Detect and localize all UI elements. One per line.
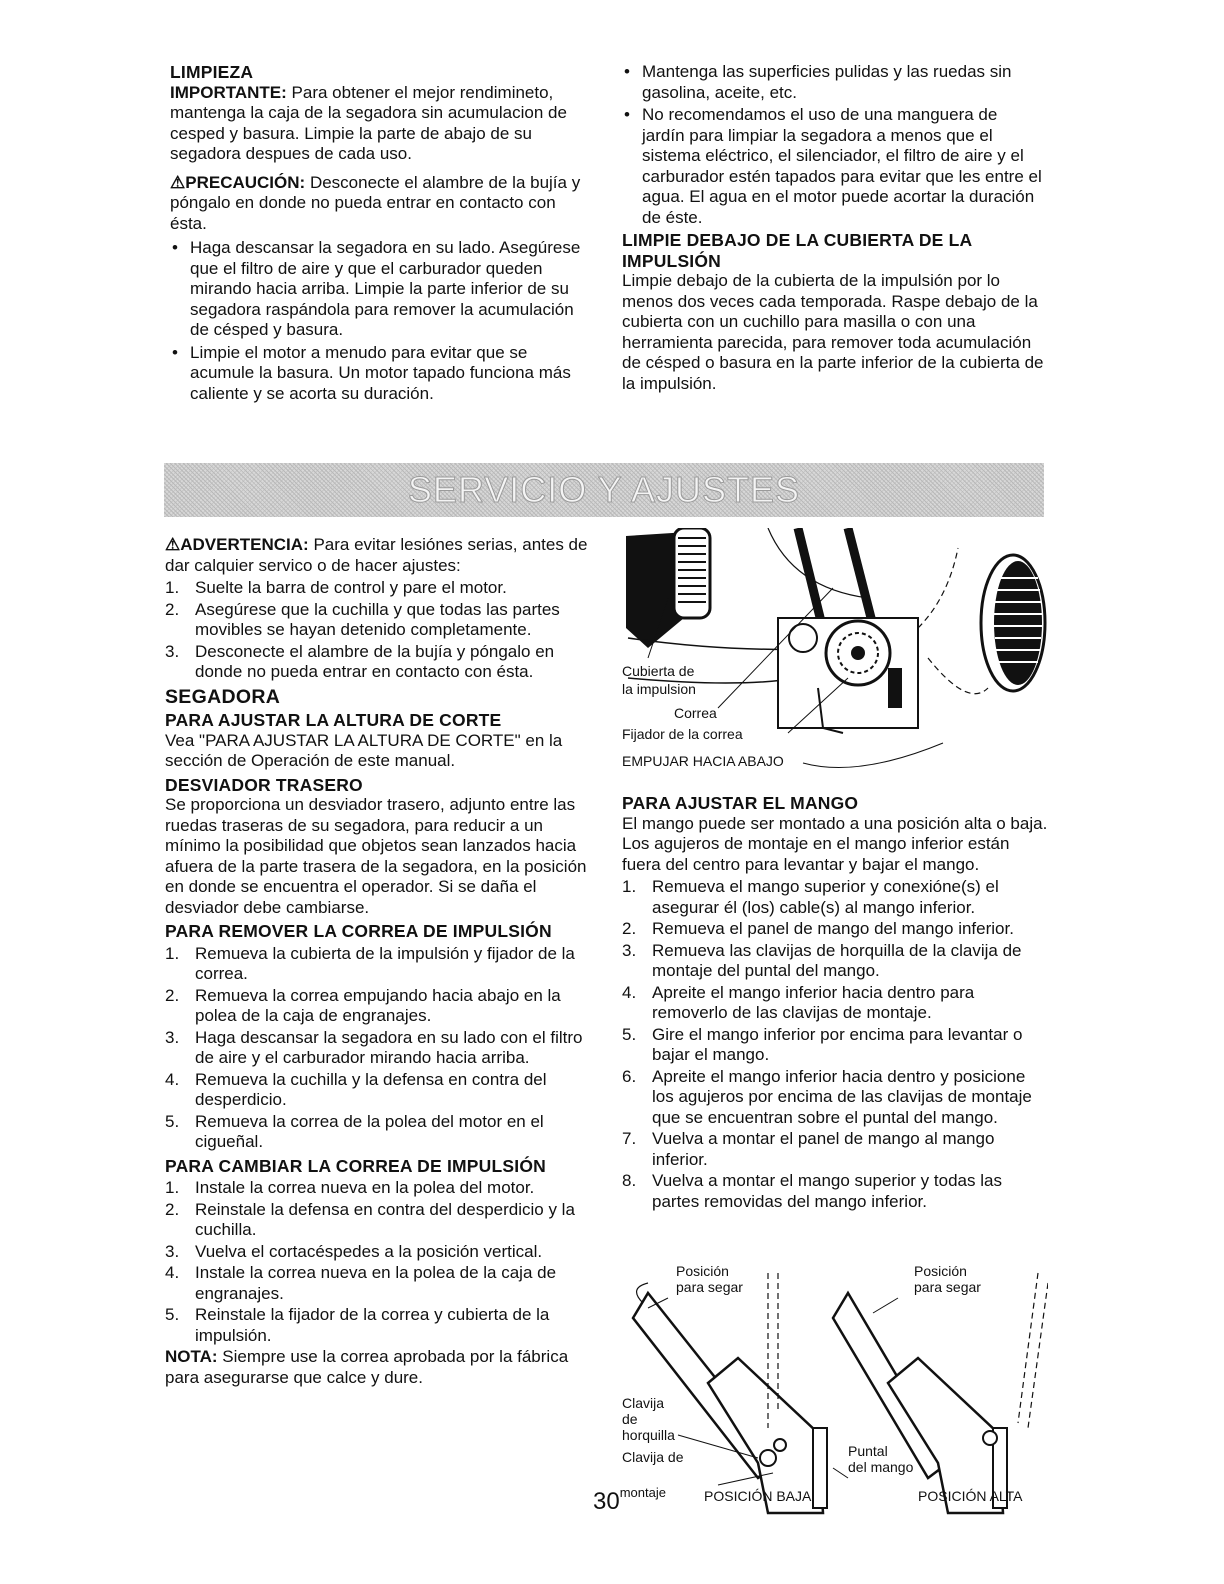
cambiar-correa-title: PARA CAMBIAR LA CORREA DE IMPULSIÓN bbox=[165, 1155, 546, 1176]
page-number bbox=[593, 1485, 666, 1516]
list-item: 5. Remueva la correa de la polea del motor en el cigueñal. bbox=[165, 1111, 544, 1151]
list-item: 5. Reinstale la fijador de la correa y cubierta de la impulsión. bbox=[165, 1305, 550, 1345]
list-item: 3. Haga descansar la segadora en su lado con el filtro de aire y el carburador mirando hacia arriba. bbox=[165, 1027, 583, 1067]
altura-title: PARA AJUSTAR LA ALTURA DE CORTE bbox=[165, 710, 502, 730]
mango-title: PARA AJUSTAR EL MANGO bbox=[622, 793, 859, 813]
list-item: • Limpie el motor a menudo para evitar que se acumule la basura. Un motor tapado funciona más caliente y se acorta su duración. bbox=[190, 343, 588, 405]
label-fijador: Fijador de la correa bbox=[622, 726, 743, 742]
page-number-value: 30 bbox=[593, 1488, 620, 1515]
label-clavija-de: Clavija de bbox=[622, 1449, 684, 1465]
limpie-debajo-text: Limpie debajo de la cubierta de la impulsión por lo menos dos veces cada temporada. Raspe debajo de la cubierta con un cuchillo para masilla o con una herramienta parecida, para remover toda acumulación de césped o basura en la parte inferior de la cubierta de la impulsión. bbox=[622, 271, 1044, 393]
list-item: 1. Remueva el mango superior y conexióne(s) el asegurar él (los) cable(s) al mango inferior. bbox=[622, 877, 999, 917]
label-empujar: EMPUJAR HACIA ABAJO bbox=[622, 753, 784, 769]
list-item: • Haga descansar la segadora en su lado. Asegúrese que el filtro de aire y que el carburador queden mirando hacia arriba. Limpie la parte inferior de su segadora raspándola para remover la acumulación de césped y basura. bbox=[190, 238, 588, 341]
label-posicion-high: Posición bbox=[914, 1263, 967, 1279]
limpieza-section bbox=[170, 62, 588, 406]
list-item: 2. Asegúrese que la cuchilla y que todas las partes movibles se hayan detenido completamente. bbox=[165, 599, 560, 639]
advertencia-steps bbox=[165, 578, 593, 683]
list-item: 5. Gire el mango inferior por encima para levantar o bajar el mango. bbox=[622, 1024, 1023, 1064]
limpieza-title: LIMPIEZA bbox=[170, 62, 254, 82]
precaucion-label: PRECAUCIÓN: bbox=[185, 172, 306, 192]
label-montaje: montaje bbox=[619, 1485, 666, 1500]
servicio-left-column bbox=[165, 535, 593, 1388]
list-item: 1. Suelte la barra de control y pare el motor. bbox=[165, 578, 507, 597]
list-item: 4. Instale la correa nueva en la polea de la caja de engranajes. bbox=[165, 1263, 557, 1303]
warning-triangle-icon: ⚠ bbox=[170, 172, 186, 192]
list-item: 2. Remueva el panel de mango del mango inferior. bbox=[622, 919, 1014, 938]
cambiar-correa-steps bbox=[165, 1178, 593, 1346]
list-item: 2. Reinstale la defensa en contra del desperdicio y la cuchilla. bbox=[165, 1199, 575, 1239]
list-item: 8. Vuelva a montar el mango superior y todas las partes removidas del mango inferior. bbox=[622, 1171, 1002, 1211]
limpieza-continued-section bbox=[622, 62, 1044, 394]
label-puntal: Puntal bbox=[848, 1443, 888, 1459]
desviador-text: Se proporciona un desviador trasero, adjunto entre las ruedas traseras de su segadora, para reducir a un mínimo la posibilidad que objetos sean lanzados hacia afuera de la parte trasera de la segadora, en la posición en donde se encuentra el operador. Si se daña el desviador debe cambiarse. bbox=[165, 795, 587, 917]
list-item: 3. Desconecte el alambre de la bujía y póngalo en donde no pueda entrar en contacto con ésta. bbox=[165, 641, 555, 681]
list-item: 3. Remueva las clavijas de horquilla de la clavija de montaje del puntal del mango. bbox=[622, 940, 1022, 980]
label-para-segar-high: para segar bbox=[914, 1279, 981, 1295]
limpieza-bullets-continued bbox=[622, 62, 1044, 228]
altura-text: Vea "PARA AJUSTAR LA ALTURA DE CORTE" en la sección de Operación de este manual. bbox=[165, 730, 563, 770]
label-posicion-low: Posición bbox=[676, 1263, 729, 1279]
label-impulsion: la impulsion bbox=[622, 681, 696, 697]
advertencia-text: Para evitar lesiónes serias, antes de dar calquier servico o de hacer ajustes: bbox=[165, 535, 588, 575]
nota-paragraph bbox=[165, 1347, 593, 1388]
label-de: de bbox=[622, 1411, 638, 1427]
limpie-debajo-title: LIMPIE DEBAJO DE LA CUBIERTA DE LA IMPULSIÓN bbox=[622, 230, 972, 271]
list-item: 3. Vuelva el cortacéspedes a la posición vertical. bbox=[165, 1241, 543, 1261]
advertencia-label: ADVERTENCIA: bbox=[180, 535, 309, 554]
list-item: 7. Vuelva a montar el panel de mango al mango inferior. bbox=[622, 1129, 995, 1169]
handle-position-illustration bbox=[618, 1263, 1048, 1523]
nota-text: Siempre use la correa aprobada por la fábrica para asegurarse que calce y dure. bbox=[165, 1347, 569, 1387]
mango-steps bbox=[622, 877, 1048, 1212]
importante-text: Para obtener el mejor rendimineto, mantenga la caja de la segadora sin acumulacion de cesped y basura. Limpie la parte de abajo de su segadora despues de cada uso. bbox=[170, 82, 567, 163]
desviador-title: DESVIADOR TRASERO bbox=[165, 774, 363, 795]
list-item: • No recomendamos el uso de una manguera de jardín para limpiar la segadora a menos que el sistema eléctrico, el silenciador, el filtro de aire y el carburador estén tapados para evitar que les entre el agua. El agua en el motor puede acortar la duración de éste. bbox=[642, 105, 1044, 228]
label-posicion-baja: POSICIÓN BAJA bbox=[704, 1488, 812, 1504]
warning-triangle-icon: ⚠ bbox=[165, 535, 181, 554]
list-item: • Mantenga las superficies pulidas y las ruedas sin gasolina, aceite, etc. bbox=[642, 62, 1044, 103]
importante-paragraph bbox=[170, 83, 588, 165]
label-clavija: Clavija bbox=[622, 1395, 665, 1411]
label-horquilla: horquilla bbox=[622, 1427, 675, 1443]
mango-text: El mango puede ser montado a una posición alta o baja. Los agujeros de montaje en el mango inferior están fuera del centro para levantar y bajar el mango. bbox=[622, 813, 1048, 874]
precaucion-text: Desconecte el alambre de la bujía y póngalo en donde no pueda entrar en contacto con ésta. bbox=[170, 172, 581, 233]
remover-correa-steps bbox=[165, 944, 593, 1153]
label-cubierta: Cubierta de bbox=[622, 663, 695, 679]
handle-position-figure bbox=[618, 1263, 1048, 1523]
precaucion-paragraph bbox=[170, 173, 588, 235]
importante-label: IMPORTANTE: bbox=[170, 82, 287, 102]
mango-section bbox=[622, 793, 1048, 1213]
list-item: 1. Instale la correa nueva en la polea del motor. bbox=[165, 1178, 535, 1197]
list-item: 1. Remueva la cubierta de la impulsión y fijador de la correa. bbox=[165, 943, 575, 983]
label-para-segar-low: para segar bbox=[676, 1279, 743, 1295]
drive-belt-figure bbox=[618, 528, 1048, 778]
label-posicion-alta: POSICIÓN ALTA bbox=[918, 1488, 1023, 1504]
list-item: 4. Apreite el mango inferior hacia dentro para removerlo de las clavijas de montaje. bbox=[622, 982, 975, 1022]
banner-title: SERVICIO Y AJUSTES bbox=[407, 469, 801, 510]
limpieza-bullets bbox=[170, 238, 588, 404]
label-correa: Correa bbox=[674, 705, 717, 721]
list-item: 6. Apreite el mango inferior hacia dentro y posicione los agujeros por encima de las clavijas de montaje que se encuentran sobre el puntal del mango. bbox=[622, 1066, 1032, 1127]
segadora-title: SEGADORA bbox=[165, 685, 281, 708]
list-item: 2. Remueva la correa empujando hacia abajo en la polea de la caja de engranajes. bbox=[165, 985, 561, 1025]
section-banner bbox=[164, 463, 1044, 517]
remover-correa-title: PARA REMOVER LA CORREA DE IMPULSIÓN bbox=[165, 921, 552, 941]
advertencia-paragraph bbox=[165, 535, 593, 576]
nota-label: NOTA: bbox=[165, 1347, 218, 1366]
label-del-mango: del mango bbox=[848, 1459, 914, 1475]
list-item: 4. Remueva la cuchilla y la defensa en contra del desperdicio. bbox=[165, 1069, 547, 1109]
